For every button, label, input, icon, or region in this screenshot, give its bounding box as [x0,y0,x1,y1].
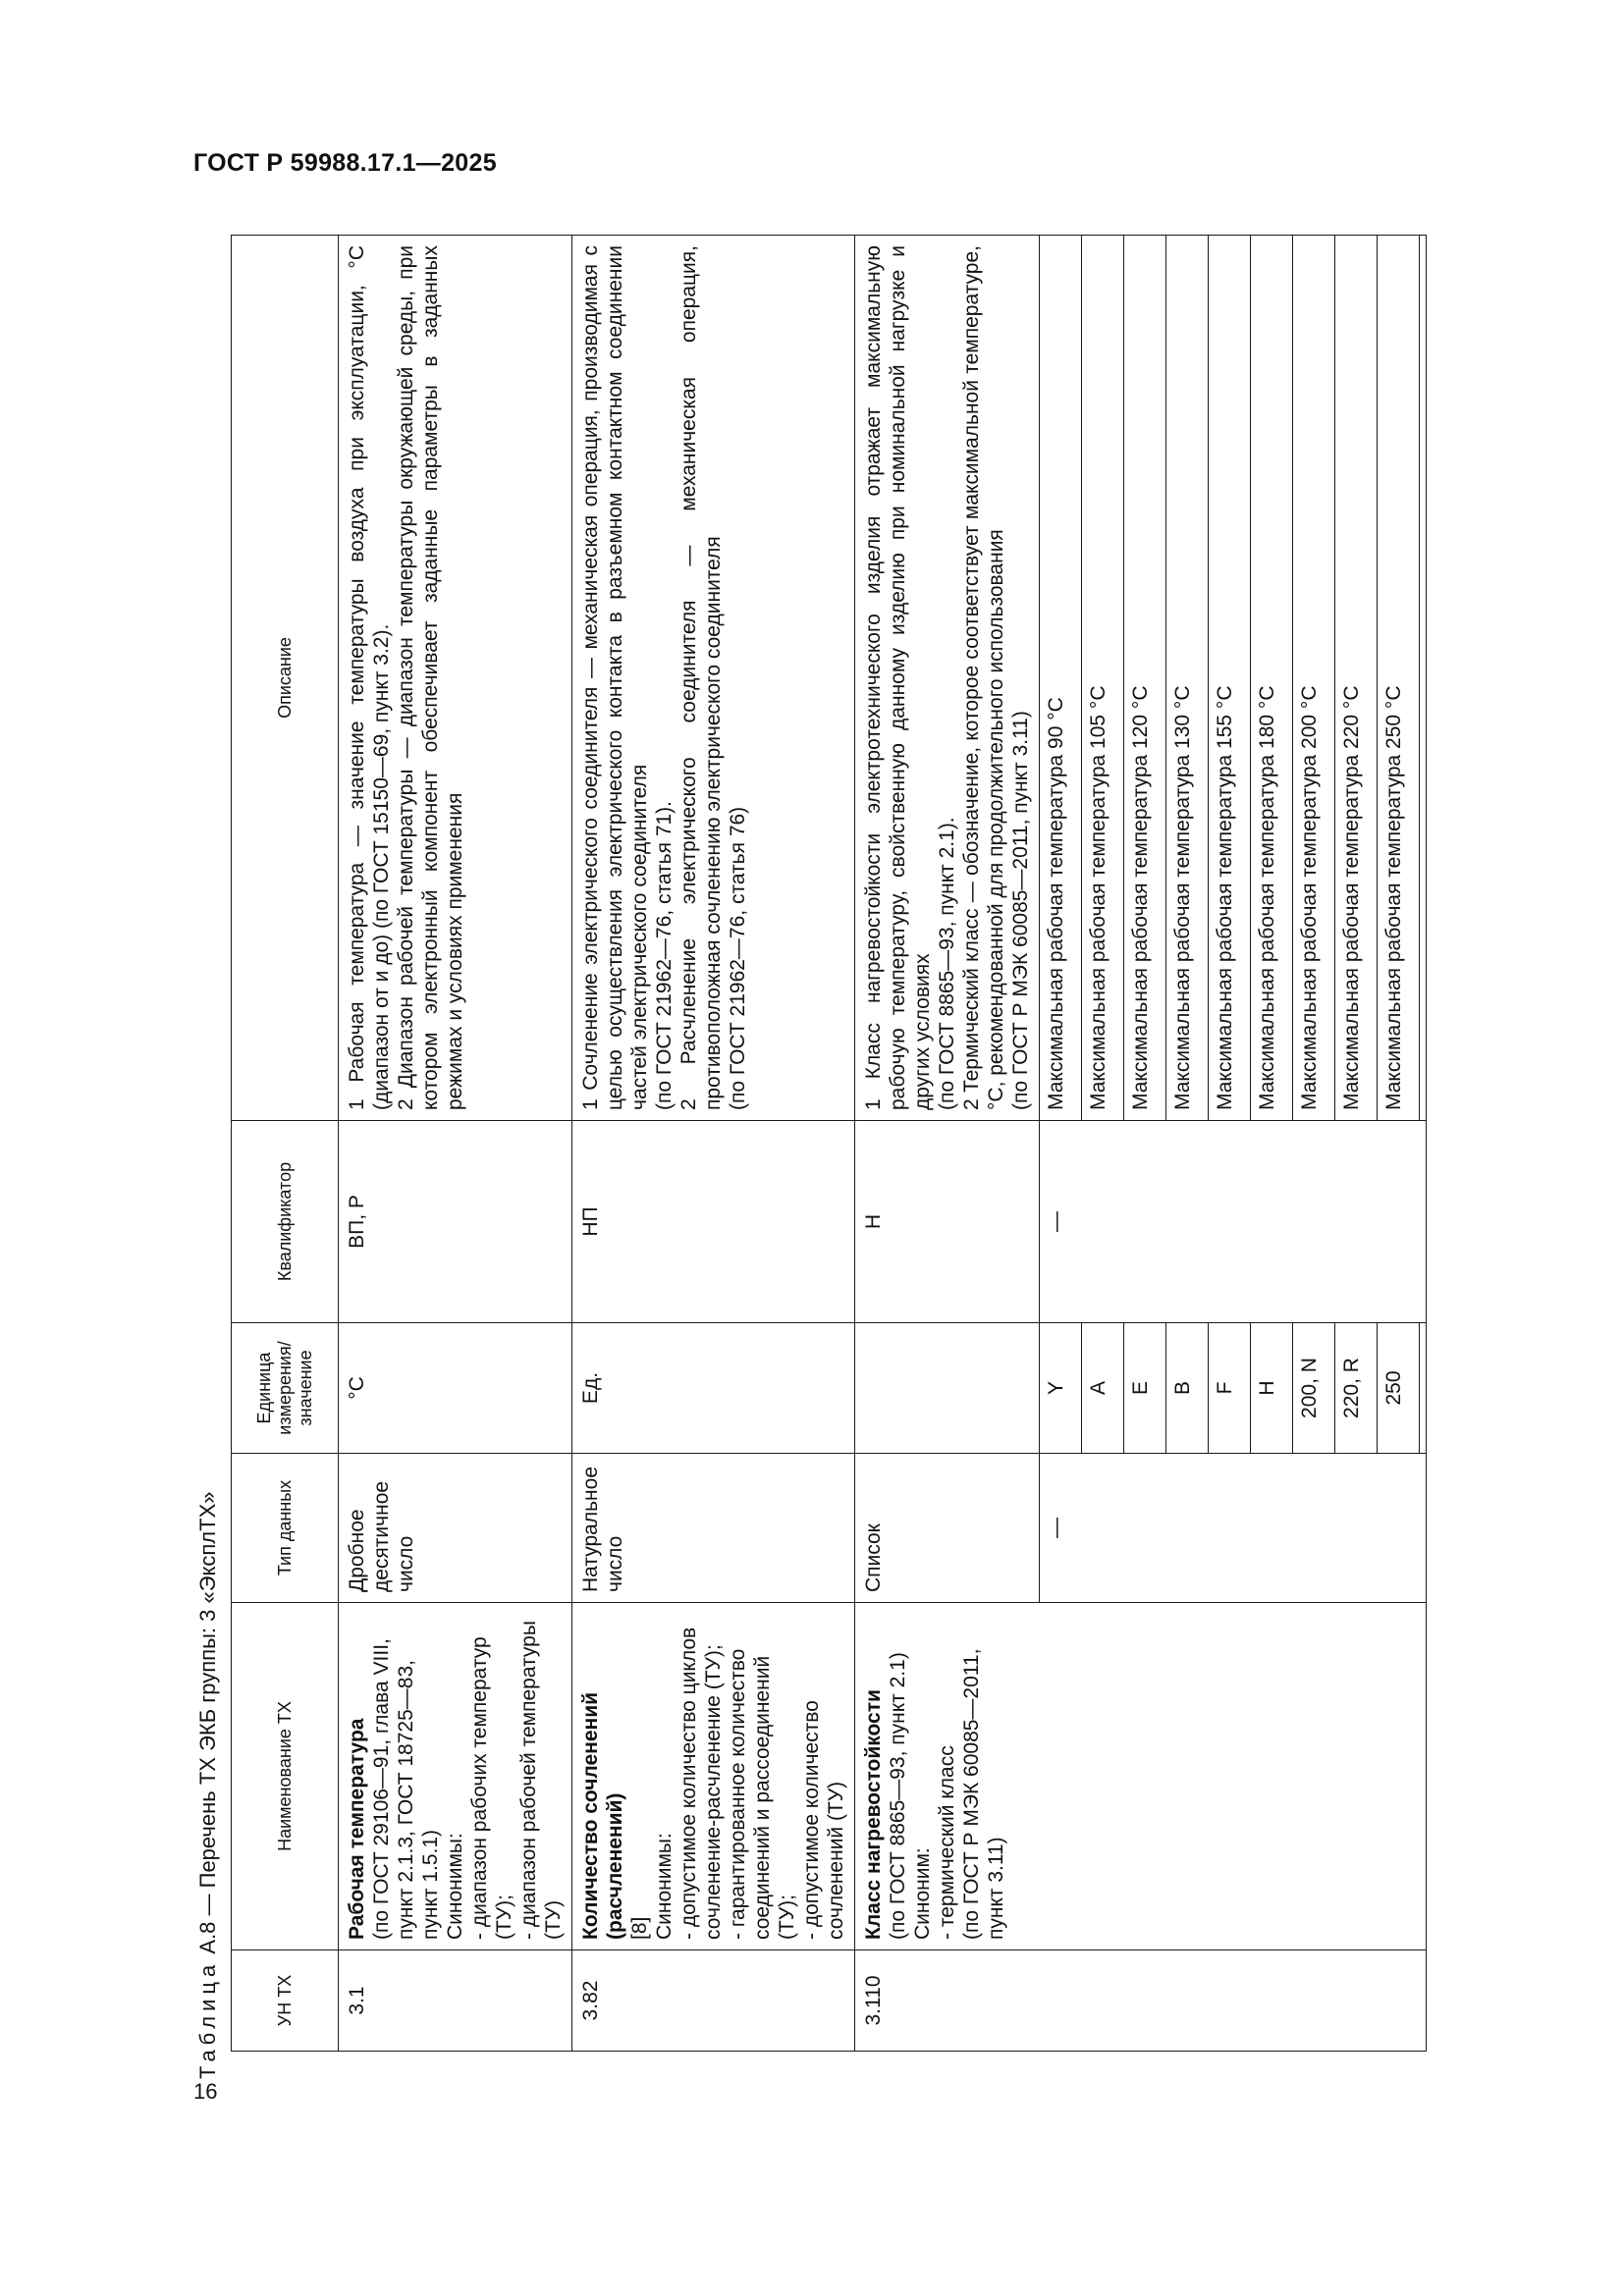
row-name [339,1603,572,1950]
value-description: Максимальная рабочая температура 250 °С [1378,236,1420,1121]
row-name-line: Синонимы: [653,1833,676,1940]
row-desc-line: 1 Сочленение электрического соединителя — механическая операция, производимая с целью осуществления электрического контакта в разъемном контактном соединении частей электрического соединителя [579,245,651,1110]
value-code: B [1166,1323,1209,1454]
sub-type: — [1040,1454,1427,1603]
table-row [339,236,572,2052]
row-desc-line: 2 Диапазон рабочей температуры — диапазон температуры окружающей среды, при котором электронный компонент обеспечивает заданные параметры в заданных режимах и условиях применения [395,245,466,1110]
header-type: Тип данных [232,1454,339,1603]
row-type: Натуральное число [572,1454,855,1603]
value-code: F [1209,1323,1251,1454]
row-desc-line: (по ГОСТ 21962—76, статья 71). [653,800,676,1110]
row-name-title: Рабочая температура [346,1718,368,1940]
row-desc-line: (по ГОСТ 21962—76, статья 76) [727,806,749,1110]
document-header: ГОСТ Р 59988.17.1—2025 [193,149,497,177]
value-code: 200, N [1293,1323,1335,1454]
row-name-line: - термический класс [936,1745,958,1940]
row-name-title: Количество сочленений (расчленений) [579,1691,626,1940]
value-code: A [1082,1323,1124,1454]
row-qualifier: Н [855,1121,1040,1323]
value-code: 250 [1378,1323,1420,1454]
value-code: H [1251,1323,1293,1454]
row-description [339,236,572,1121]
value-description: Максимальная рабочая температура 130 °С [1166,236,1209,1121]
row-name-line: - гарантированное количество соединений и рассоединений (ТУ); [727,1648,798,1940]
table-row [855,236,1040,2052]
page-number: 16 [193,2079,218,2104]
table-caption-prefix: Таблица [195,1959,220,2079]
value-description: Максимальная рабочая температура 120 °С [1124,236,1166,1121]
row-type: Список [855,1454,1040,1603]
row-name-line: - диапазон рабочих температур (ТУ); [468,1636,515,1940]
row-id: 3.82 [572,1950,855,2052]
table-header-row [232,236,339,2052]
row-desc-line: 1 Рабочая температура — значение температуры воздуха при эксплуатации, °С (диапазон от и до) (по ГОСТ 15150—69, пункт 3.2). [346,245,393,1110]
row-desc-line: 1 Класс нагревостойкости электротехнического изделия отражает максимальную рабочую температуру, свойственную данному изделию при номинальной нагрузке и других условиях [862,245,934,1110]
value-description: Максимальная рабочая температура 155 °С [1209,236,1251,1121]
row-name-line: - диапазон рабочей температуры (ТУ) [517,1621,565,1940]
table-caption [193,1492,223,2080]
row-name [572,1603,855,1950]
value-description: Максимальная рабочая температура 180 °С [1251,236,1293,1121]
value-description-filler [1420,236,1427,1121]
row-qualifier: ВП, Р [339,1121,572,1323]
row-id: 3.110 [855,1950,1427,2052]
row-name-line: (по ГОСТ 29106—91, глава VIII, [370,1638,393,1940]
header-name: Наименование ТХ [232,1603,339,1950]
row-unit: °С [339,1323,572,1454]
row-name-line: (по ГОСТ 8865—93, пункт 2.1) [887,1652,909,1940]
value-code: 220, R [1335,1323,1378,1454]
value-description: Максимальная рабочая температура 105 °С [1082,236,1124,1121]
row-name-line: - допустимое количество циклов сочленение-расчленение (ТУ); [677,1627,725,1940]
row-desc-line: 2 Расчленение электрического соединителя — механическая операция, противоположная сочленению электрического соединителя [677,245,725,1110]
rotated-table-area [193,234,1480,2079]
row-description [855,236,1040,1121]
row-name-line: (по ГОСТ Р МЭК 60085—2011, пункт 3.11) [960,1648,1007,1940]
row-name-line: Синоним: [911,1847,934,1940]
row-name-title: Класс нагревостойкости [862,1689,885,1940]
row-description [572,236,855,1121]
header-id: УН ТХ [232,1950,339,2052]
row-qualifier: НП [572,1121,855,1323]
row-desc-line: 2 Термический класс — обозначение, которое соответствует максимальной температуре, °С, рекомендованной для продолжительного использования [960,245,1007,1110]
table-row [572,236,855,2052]
tx-table [231,235,1427,2052]
value-code-filler [1420,1323,1427,1454]
header-description: Описание [232,236,339,1121]
row-unit: Ед. [572,1323,855,1454]
value-description: Максимальная рабочая температура 90 °С [1040,236,1082,1121]
row-id: 3.1 [339,1950,572,2052]
header-unit: Единица измерения/ значение [232,1323,339,1454]
row-desc-line: (по ГОСТ 8865—93, пункт 2.1). [936,817,958,1110]
row-name-line: пункт 2.1.3, ГОСТ 18725—83, пункт 1.5.1) [395,1660,442,1940]
row-name [855,1603,1427,1950]
sub-qualifier: — [1040,1121,1427,1323]
row-desc-line: (по ГОСТ Р МЭК 60085—2011, пункт 3.11) [1009,711,1032,1110]
row-name-line: [8] [628,1916,651,1940]
value-code: E [1124,1323,1166,1454]
value-description: Максимальная рабочая температура 200 °С [1293,236,1335,1121]
value-code: Y [1040,1323,1082,1454]
table-caption-text: А.8 — Перечень ТХ ЭКБ группы: 3 «ЭксплТХ» [195,1491,220,1954]
value-description: Максимальная рабочая температура 220 °С [1335,236,1378,1121]
row-name-line: - допустимое количество сочленений (ТУ) [800,1700,847,1940]
header-qualifier: Квалификатор [232,1121,339,1323]
row-type: Дробное десятичное число [339,1454,572,1603]
row-name-line: Синонимы: [444,1833,466,1940]
row-unit [855,1323,1040,1454]
